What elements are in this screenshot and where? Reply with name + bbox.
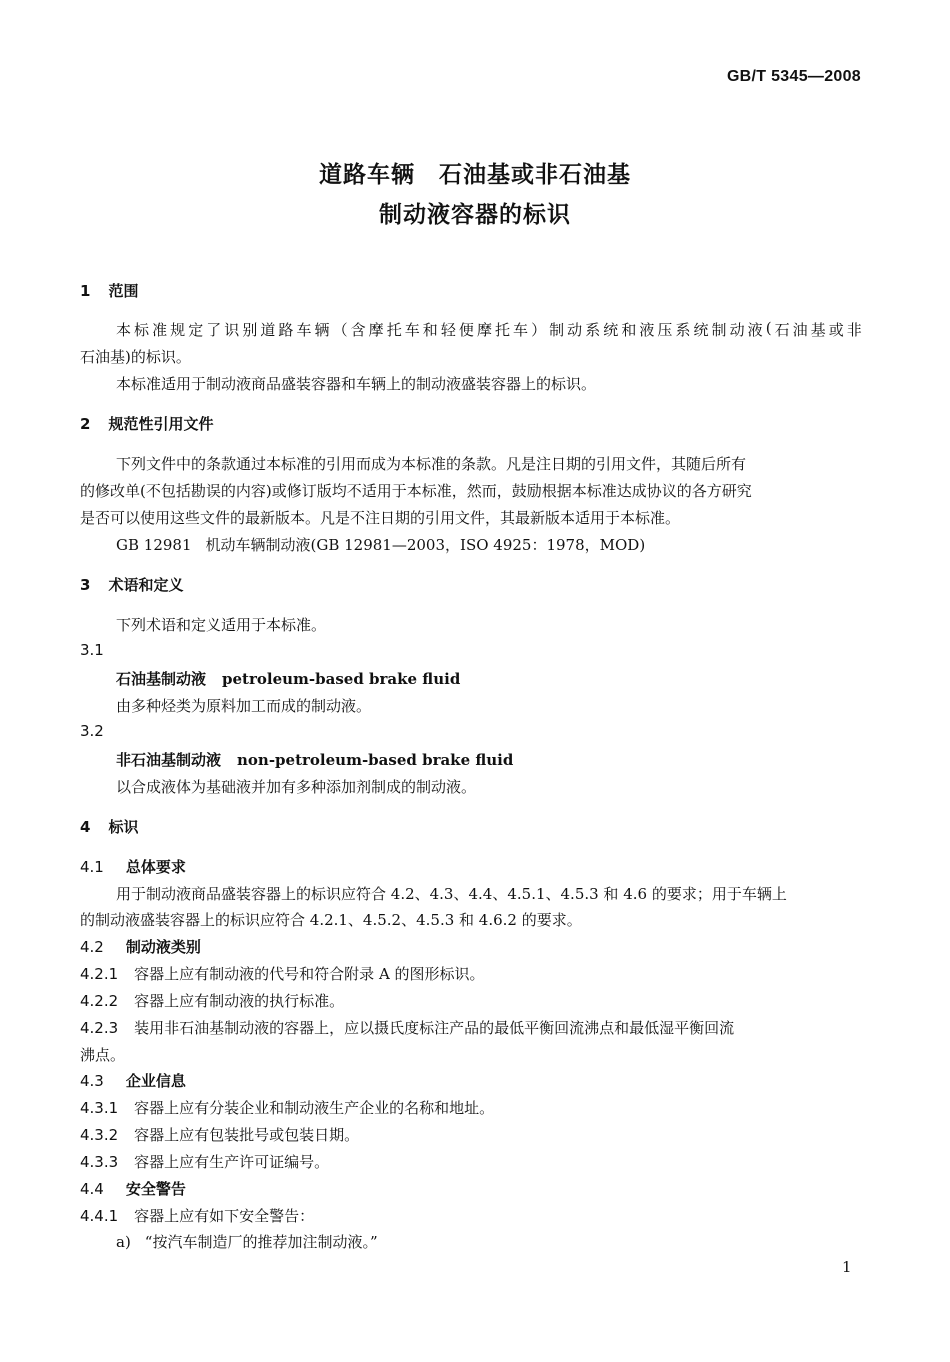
clause-4-2-2 [80, 990, 344, 1011]
sec2-para-line1: 下列文件中的条款通过本标准的引用而成为本标准的条款。凡是注日期的引用文件，其随后所有 [116, 455, 747, 473]
term-number: 3.1 [80, 641, 104, 659]
section-number: 3 [80, 576, 91, 594]
subsection-4-1-heading [80, 856, 186, 877]
term-english: petroleum-based brake fluid [222, 670, 461, 688]
normative-reference [116, 534, 645, 555]
section-number: 4 [80, 818, 91, 836]
document-title-line1: 道路车辆 石油基或非石油基 [319, 162, 631, 188]
clause-number: 4.3.3 [80, 1153, 119, 1171]
section-title: 范围 [108, 282, 139, 300]
clause-number: 4.3.2 [80, 1126, 119, 1144]
clause-4-4-1 [80, 1205, 314, 1226]
subsection-number: 4.2 [80, 938, 104, 956]
sec3-intro: 下列术语和定义适用于本标准。 [116, 616, 327, 634]
subsection-title: 总体要求 [125, 858, 186, 876]
subsection-title: 企业信息 [125, 1072, 186, 1090]
clause-text: 容器上应有包装批号或包装日期。 [134, 1126, 360, 1144]
term-1 [116, 668, 460, 689]
section-4-heading [80, 816, 138, 837]
section-number: 2 [80, 415, 91, 433]
document-title-line2: 制动液容器的标识 [379, 202, 571, 228]
sec1-para2: 本标准适用于制动液商品盛装容器和车辆上的制动液盛装容器上的标识。 [116, 375, 597, 393]
clause-number: 4.4.1 [80, 1207, 119, 1225]
clause-number: 4.2.1 [80, 965, 119, 983]
sec1-para1-line1: 本 标 准 规 定 了 识 别 道 路 车 辆 （ 含 摩 托 车 和 轻 便 摩 托 车 ） 制 动 系 统 和 液 压 系 统 制 动 液 ( 石 油 基 或 非 [116, 319, 862, 339]
list-item-label: a) [116, 1233, 131, 1251]
term-2-definition: 以合成液体为基础液并加有多种添加剂制成的制动液。 [116, 778, 477, 796]
clause-4-2-3-line2: 沸点。 [80, 1046, 126, 1064]
clause-4-2-3 [80, 1017, 734, 1038]
clause-4-3-1 [80, 1097, 494, 1118]
section-2-heading [80, 413, 213, 434]
sec4-1-para-line2: 的制动液盛装容器上的标识应符合 4.2.1、4.5.2、4.5.3 和 4.6.2 的要求。 [80, 911, 582, 929]
clause-number: 4.2.2 [80, 992, 119, 1010]
page-number: 1 [842, 1258, 852, 1276]
clause-text: 容器上应有生产许可证编号。 [134, 1153, 330, 1171]
clause-4-3-2 [80, 1124, 359, 1145]
sec2-para-line2: 的修改单(不包括勘误的内容)或修订版均不适用于本标准，然而，鼓励根据本标准达成协议的各方研究 [80, 482, 752, 500]
term-1-definition: 由多种烃类为原料加工而成的制动液。 [116, 697, 372, 715]
clause-text: 装用非石油基制动液的容器上，应以摄氏度标注产品的最低平衡回流沸点和最低湿平衡回流 [134, 1019, 735, 1037]
section-number: 1 [80, 282, 91, 300]
clause-number: 4.2.3 [80, 1019, 119, 1037]
reference-code: GB 12981 [116, 536, 192, 554]
subsection-4-3-heading [80, 1070, 186, 1091]
clause-text: 容器上应有如下安全警告： [134, 1207, 315, 1225]
clause-text: 容器上应有制动液的执行标准。 [134, 992, 345, 1010]
sec4-1-para-line1: 用于制动液商品盛装容器上的标识应符合 4.2、4.3、4.4、4.5.1、4.5.3 和 4.6 的要求；用于车辆上 [116, 885, 787, 903]
clause-text: 容器上应有分装企业和制动液生产企业的名称和地址。 [134, 1099, 495, 1117]
sec2-para-line3: 是否可以使用这些文件的最新版本。凡是不注日期的引用文件，其最新版本适用于本标准。 [80, 509, 681, 527]
subsection-title: 安全警告 [125, 1180, 186, 1198]
subsection-number: 4.4 [80, 1180, 104, 1198]
term-2 [116, 749, 513, 770]
list-item-a [116, 1231, 378, 1252]
standard-code: GB/T 5345—2008 [726, 68, 861, 85]
subsection-4-2-heading [80, 936, 201, 957]
list-item-text: “按汽车制造厂的推荐加注制动液。” [144, 1233, 378, 1251]
clause-4-2-1 [80, 963, 485, 984]
subsection-title: 制动液类别 [125, 938, 201, 956]
term-chinese: 石油基制动液 [116, 670, 207, 688]
section-title: 标识 [108, 818, 139, 836]
term-english: non-petroleum-based brake fluid [237, 751, 514, 769]
section-3-heading [80, 574, 183, 595]
clause-4-3-3 [80, 1151, 329, 1172]
term-chinese: 非石油基制动液 [116, 751, 222, 769]
clause-number: 4.3.1 [80, 1099, 119, 1117]
subsection-number: 4.3 [80, 1072, 104, 1090]
term-number: 3.2 [80, 722, 104, 740]
clause-text: 容器上应有制动液的代号和符合附录 A 的图形标识。 [134, 965, 485, 983]
subsection-number: 4.1 [80, 858, 104, 876]
reference-title: 机动车辆制动液(GB 12981—2003，ISO 4925：1978，MOD) [205, 536, 646, 554]
subsection-4-4-heading [80, 1178, 186, 1199]
section-title: 规范性引用文件 [108, 415, 214, 433]
sec1-para1-line2: 石油基)的标识。 [80, 348, 191, 366]
section-1-heading [80, 280, 138, 301]
section-title: 术语和定义 [108, 576, 184, 594]
